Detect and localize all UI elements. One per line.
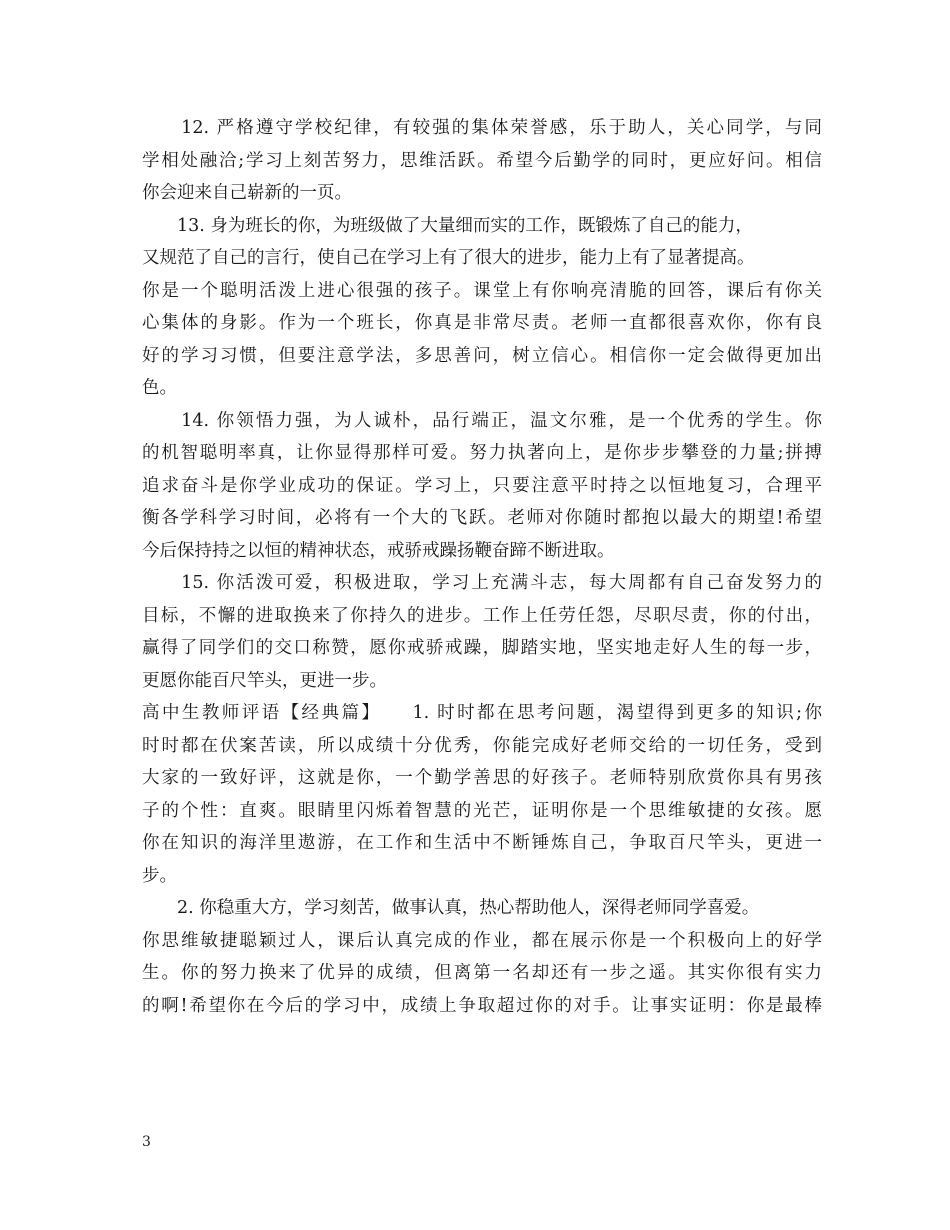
page-number: 3 (142, 1134, 151, 1150)
text-line: 追求奋斗是你学业成功的保证。学习上，只要注意平时持之以恒地复习，合理平 (142, 475, 822, 496)
text-line: 15. 你活泼可爱，积极进取，学习上充满斗志，每大周都有自己奋发努力的 (142, 573, 822, 593)
text-line: 好的学习习惯，但要注意学法，多思善问，树立信心。相信你一定会做得更加出 (142, 345, 822, 366)
text-line: 心集体的身影。作为一个班长，你真是非常尽责。老师一直都很喜欢你，你有良 (142, 313, 822, 333)
text-line: 目标，不懈的进取换来了你持久的进步。工作上任劳任怨，尽职尽责，你的付出， (142, 605, 822, 626)
text-line: 13. 身为班长的你，为班级做了大量细而实的工作，既锻炼了自己的能力， (142, 215, 753, 236)
text-line: 2. 你稳重大方，学习刻苦，做事认真，热心帮助他人，深得老师同学喜爱。 (142, 898, 760, 918)
text-line: 生。你的努力换来了优异的成绩，但离第一名却还有一步之遥。其实你很有实力 (142, 963, 822, 983)
text-line: 学相处融洽;学习上刻苦努力，思维活跃。希望今后勤学的同时，更应好问。相信 (142, 150, 822, 171)
text-line: 子的个性：直爽。眼睛里闪烁着智慧的光芒，证明你是一个思维敏捷的女孩。愿 (142, 800, 822, 821)
text-line: 你思维敏捷聪颖过人，课后认真完成的作业，都在展示你是一个积极向上的好学 (142, 930, 822, 951)
document-body (142, 112, 822, 1022)
text-line: 今后保持持之以恒的精神状态，戒骄戒躁扬鞭奋蹄不断进取。 (142, 540, 615, 561)
text-line: 的机智聪明率真，让你显得那样可爱。努力执著向上，是你步步攀登的力量;拼搏 (142, 443, 822, 463)
text-line: 色。 (142, 378, 177, 398)
text-line: 衡各学科学习时间，必将有一个大的飞跃。老师对你随时都抱以最大的期望!希望 (142, 508, 822, 528)
text-line: 你是一个聪明活泼上进心很强的孩子。课堂上有你响亮清脆的回答，课后有你关 (142, 280, 822, 301)
text-line: 14. 你领悟力强，为人诚朴，品行端正，温文尔雅，是一个优秀的学生。你 (142, 410, 822, 431)
text-line: 你会迎来自己崭新的一页。 (142, 183, 352, 203)
text-line: 更愿你能百尺竿头，更进一步。 (142, 670, 387, 691)
text-line: 时时都在伏案苦读，所以成绩十分优秀，你能完成好老师交给的一切任务，受到 (142, 735, 822, 756)
text-line: 大家的一致好评，这就是你，一个勤学善思的好孩子。老师特别欣赏你具有男孩 (142, 768, 822, 788)
text-lines (142, 112, 822, 1022)
text-line: 12. 严格遵守学校纪律，有较强的集体荣誉感，乐于助人，关心同学，与同 (142, 118, 822, 138)
text-line: 又规范了自己的言行，使自己在学习上有了很大的进步，能力上有了显著提高。 (142, 248, 755, 268)
text-line: 步。 (142, 865, 177, 886)
text-line: 你在知识的海洋里遨游，在工作和生活中不断锤炼自己，争取百尺竿头，更进一 (142, 833, 822, 853)
text-line: 的啊!希望你在今后的学习中，成绩上争取超过你的对手。让事实证明：你是最棒 (142, 995, 822, 1016)
text-line: 高中生教师评语【经典篇】 1. 时时都在思考问题，渴望得到更多的知识;你 (142, 703, 822, 723)
text-line: 赢得了同学们的交口称赞，愿你戒骄戒躁，脚踏实地，坚实地走好人生的每一步， (142, 638, 822, 658)
